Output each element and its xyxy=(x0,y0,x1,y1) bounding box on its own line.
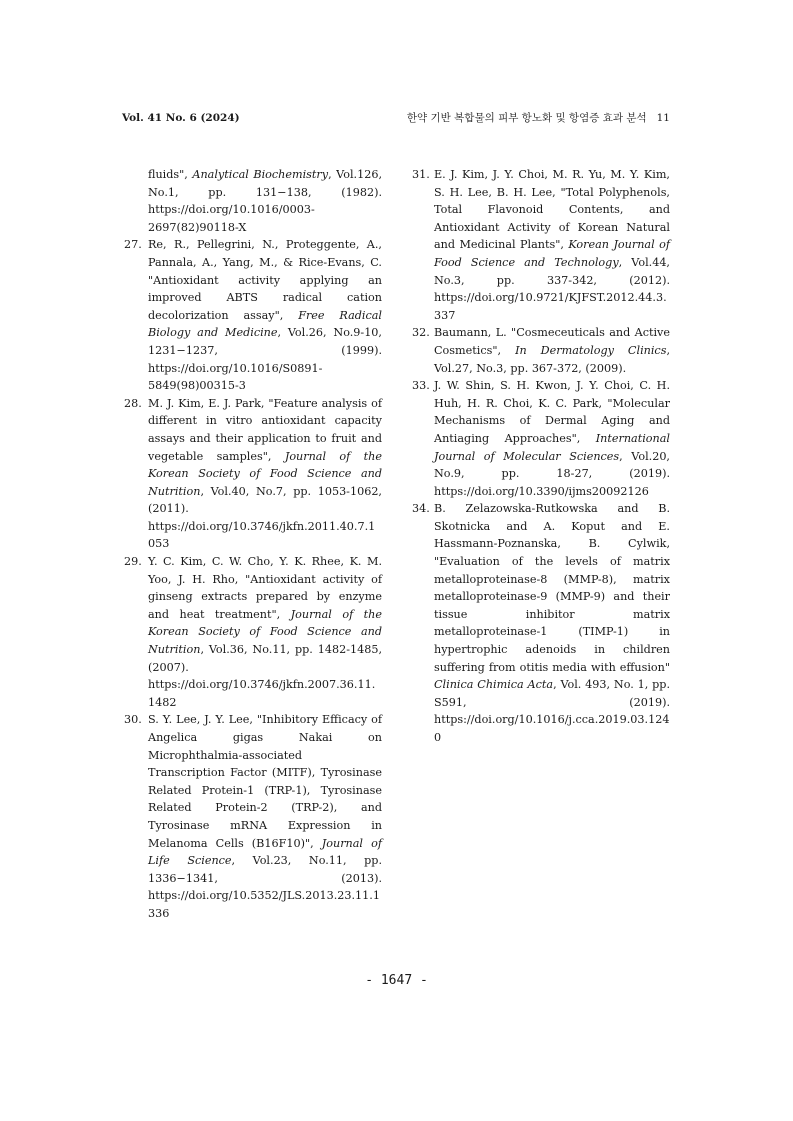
reference-number: 34. xyxy=(412,502,430,516)
reference-number: 28. xyxy=(124,396,142,410)
reference-text: Baumann, L. "Cosmeceuticals and Active Cosmetics", xyxy=(434,326,670,357)
reference-number: 33. xyxy=(412,379,430,393)
reference-number: 27. xyxy=(124,238,142,252)
reference-item xyxy=(124,166,382,236)
journal-title: Analytical Biochemistry xyxy=(192,168,329,181)
journal-title: Journal of the Korean Society of Food Science and Nutrition xyxy=(148,607,382,657)
journal-title: Clinica Chimica Acta xyxy=(434,678,554,692)
references-left-column xyxy=(124,166,382,923)
reference-item xyxy=(412,500,670,746)
reference-item xyxy=(124,395,382,553)
reference-text: J. W. Shin, S. H. Kwon, J. Y. Choi, C. H. Huh, H. R. Choi, K. C. Park, "Molecular Mechanisms of Dermal Aging and Antiaging Approaches", xyxy=(434,379,670,445)
reference-item xyxy=(124,711,382,922)
reference-item xyxy=(412,377,670,500)
footer-page-number: - 1647 - xyxy=(365,973,428,988)
header-page-number: 11 xyxy=(656,112,670,124)
reference-text: B. Zelazowska-Rutkowska and B. Skotnicka and A. Koput and E. Hassmann-Poznanska, B. Cylwik, "Evaluation of the levels of matrix metalloproteinase-8 (MMP-8), matrix metalloproteinase-9 (MMP-9) and their tissue inhibitor matrix metalloproteinase-1 (TIMP-1) in hypertrophic adenoids in children suffering from otitis media with effusion" xyxy=(434,502,670,674)
reference-text: , Vol.126, No.1, pp. 131−138, (1982). https://doi.org/10.1016/0003-2697(82)90118-X xyxy=(148,168,383,234)
reference-text: fluids", xyxy=(148,168,193,181)
reference-item xyxy=(124,236,382,394)
journal-title: Korean Journal of Food Science and Technology xyxy=(434,238,670,269)
page-footer xyxy=(0,973,793,988)
reference-text: Y. C. Kim, C. W. Cho, Y. K. Rhee, K. M. Yoo, J. H. Rho, "Antioxidant activity of ginseng extracts prepared by enzyme and heat treatment", xyxy=(148,555,382,621)
reference-number: 30. xyxy=(124,713,142,727)
reference-text: , Vol.23, No.11, pp. 1336−1341, (2013). https://doi.org/10.5352/JLS.2013.23.11.1336 xyxy=(148,854,383,920)
journal-title: International Journal of Molecular Sciences xyxy=(434,431,670,463)
running-title-block xyxy=(407,111,670,125)
reference-text: E. J. Kim, J. Y. Choi, M. R. Yu, M. Y. Kim, S. H. Lee, B. H. Lee, "Total Polyphenols, Total Flavonoid Contents, and Antioxidant Activity of Korean Natural and Medicinal Plants", xyxy=(434,168,670,252)
reference-text: M. J. Kim, E. J. Park, "Feature analysis of different in vitro antioxidant capacity assays and their application to fruit and vegetable samples", xyxy=(148,396,382,463)
volume-info: Vol. 41 No. 6 (2024) xyxy=(122,112,240,124)
reference-text: , Vol. 493, No. 1, pp. S591, (2019). https://doi.org/10.1016/j.cca.2019.03.1240 xyxy=(434,678,670,744)
running-title: 한약 기반 복합물의 피부 항노화 및 항염증 효과 분석 xyxy=(406,112,647,124)
reference-number: 32. xyxy=(412,326,430,340)
reference-text: , Vol.36, No.11, pp. 1482-1485, (2007). https://doi.org/10.3746/jkfn.2007.36.11.1482 xyxy=(148,643,382,709)
reference-item xyxy=(124,553,382,711)
reference-text: , Vol.40, No.7, pp. 1053-1062, (2011). https://doi.org/10.3746/jkfn.2011.40.7.1053 xyxy=(148,484,382,551)
journal-title: Journal of Life Science xyxy=(148,836,382,868)
reference-number: 29. xyxy=(124,555,142,569)
reference-text: , Vol.26, No.9-10, 1231−1237, (1999). https://doi.org/10.1016/S0891-5849(98)00315-3 xyxy=(148,326,382,393)
reference-text: S. Y. Lee, J. Y. Lee, "Inhibitory Efficacy of Angelica gigas Nakai on Microphthalmia-associated Transcription Factor (MITF), Tyrosinase Related Protein-1 (TRP-1), Tyrosinase Related Protein-2 (TRP-2), and Tyrosinase mRNA Expression in Melanoma Cells (B16F10)", xyxy=(148,713,382,850)
journal-title: Journal of the Korean Society of Food Science and Nutrition xyxy=(148,449,382,498)
journal-title: Free Radical Biology and Medicine xyxy=(148,308,383,340)
reference-text: Re, R., Pellegrini, N., Proteggente, A., Pannala, A., Yang, M., & Rice-Evans, C. "Antioxidant activity applying an improved ABTS radical cation decolorization assay", xyxy=(148,238,382,322)
references-right-column xyxy=(412,166,670,747)
reference-text: , Vol.27, No.3, pp. 367-372, (2009). xyxy=(434,343,670,375)
reference-number: 31. xyxy=(412,168,430,181)
reference-item xyxy=(412,166,670,324)
reference-item xyxy=(412,324,670,377)
reference-text: , Vol.44, No.3, pp. 337-342, (2012). https://doi.org/10.9721/KJFST.2012.44.3.337 xyxy=(434,255,670,322)
reference-text: , Vol.20, No.9, pp. 18-27, (2019). https://doi.org/10.3390/ijms20092126 xyxy=(434,449,670,498)
journal-title: In Dermatology Clinics xyxy=(515,343,667,357)
